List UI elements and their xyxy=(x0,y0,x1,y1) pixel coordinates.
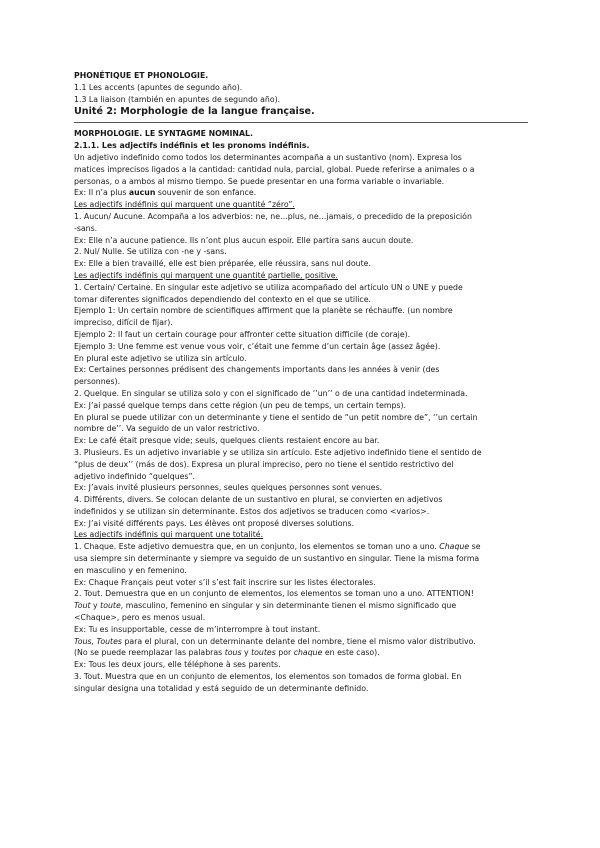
paragraph-line: 1. Aucun/ Aucune. Acompaña a los adverbios: ne, ne…plus, ne…jamais, o precedido de la preposición xyxy=(74,211,472,221)
text-run: para el plural, con un determinante delante del nombre, tiene el mismo valor distributivo. xyxy=(121,636,476,646)
paragraph-line: personas, o a ambos al mismo tiempo. Se puede presentar en una forma variable o invariable. xyxy=(74,176,445,186)
paragraph-line xyxy=(74,636,528,648)
text-run: en este caso). xyxy=(322,648,380,658)
example-line xyxy=(74,187,528,199)
example-line: Ex: Chaque Français peut voter s’il s’est fait inscrire sur les listes électorales. xyxy=(74,577,376,587)
italic-word: Tous, Toutes xyxy=(74,636,122,646)
example-line: Ex: J’ai visité différents pays. Les élèves ont proposé diverses solutions. xyxy=(74,518,355,528)
example-line: Ex: Tous les deux jours, elle téléphone à ses parents. xyxy=(74,660,281,670)
paragraph-line: indefinidos y se utilizan sin determinante. Estos dos adjetivos se traducen como <varios>. xyxy=(74,506,430,516)
paragraph-line: 3. Plusieurs. Es un adjetivo invariable y se utiliza sin artículo. Este adjetivo indefinido tiene el sentido de xyxy=(74,447,482,457)
subheading-adjectifs-indefinis: 2.1.1. Les adjectifs indéfinis et les pronoms indéfinis. xyxy=(74,141,310,151)
italic-word: chaque xyxy=(293,648,323,658)
unit-title: Unité 2: Morphologie de la langue française. xyxy=(74,106,315,118)
paragraph-line: “plus de deux’’ (más de dos). Expresa un plural impreciso, pero no tiene el sentido restrictivo del xyxy=(74,459,454,469)
text-run: se xyxy=(469,542,481,552)
example-line: personnes). xyxy=(74,377,121,387)
paragraph-line xyxy=(74,600,528,612)
paragraph-line: Un adjetivo indefinido como todos los determinantes acompaña a un sustantivo (nom). Expresa los xyxy=(74,152,462,162)
example-line: Ejemplo 1: Un certain nombre de scientifiques affirment que la planète se réchauffe. (un nombre xyxy=(74,306,453,316)
example-line: Ejemplo 2: Il faut un certain courage pour affronter cette situation difficile (de coraje). xyxy=(74,329,411,339)
text-run: y xyxy=(90,601,101,611)
paragraph-line: nombre de’’. Va seguido de un valor restrictivo. xyxy=(74,424,260,434)
paragraph-line: tomar diferentes significados dependiendo del contexto en el que se utilice. xyxy=(74,294,371,304)
paragraph-line: En plural este adjetivo se utiliza sin artículo. xyxy=(74,353,247,363)
text-run: , masculino, femenino en singular y sin determinante tienen el mismo significado que xyxy=(120,601,457,611)
text-run: y xyxy=(241,648,252,658)
text-run: (No se puede reemplazar las palabras xyxy=(74,648,225,658)
heading-morphologie: MORPHOLOGIE. LE SYNTAGME NOMINAL. xyxy=(74,129,253,139)
example-line: Ex: J’avais invité plusieurs personnes, seules quelques personnes sont venues. xyxy=(74,483,383,493)
paragraph-line: 2. Nul/ Nulle. Se utiliza con -ne y -sans. xyxy=(74,247,227,257)
paragraph-line: <Chaque>, pero es menos usual. xyxy=(74,613,206,623)
subsection-heading-zero: Les adjectifs indéfinis qui marquent une quantité ”zéro”. xyxy=(74,200,295,210)
example-line: Ex: J’ai passé quelque temps dans cette région (un peu de temps, un certain temps). xyxy=(74,400,407,410)
paragraph-line: singular designa una totalidad y está seguido de un determinante definido. xyxy=(74,683,369,693)
example-line: Ex: Le café était presque vide; seuls, quelques clients restaient encore au bar. xyxy=(74,436,380,446)
paragraph-line xyxy=(74,647,528,659)
example-text: Ex: Il n’a plus xyxy=(74,188,129,198)
italic-word: tous xyxy=(224,648,242,658)
paragraph-line: adjetivo indefinido “quelques”. xyxy=(74,471,196,481)
example-line: Ex: Tu es insupportable, cesse de m’interrompre à tout instant. xyxy=(74,624,321,634)
example-line: Ex: Certaines personnes prédisent des changements importants dans les années à venir (des xyxy=(74,365,440,375)
example-text: souvenir de son enfance. xyxy=(155,188,257,198)
example-line: impreciso, difícil de fijar). xyxy=(74,318,173,328)
paragraph-line: 3. Tout. Muestra que en un conjunto de elementos, los elementos son tomados de forma global. En xyxy=(74,672,462,682)
text-run: por xyxy=(275,648,294,658)
paragraph-line: 1. Certain/ Certaine. En singular este adjetivo se utiliza acompañado del artículo UN o UNE y puede xyxy=(74,282,463,292)
paragraph-line: 2. Tout. Demuestra que en un conjunto de elementos, los elementos se toman uno a uno. ATTENTION! xyxy=(74,589,474,599)
list-item-accents: 1.1 Les accents (apuntes de segundo año). xyxy=(74,82,243,92)
example-bold-word: aucun xyxy=(128,188,156,198)
paragraph-line: 4. Différents, divers. Se colocan delante de un sustantivo en plural, se convierten en adjetivos xyxy=(74,495,443,505)
divider xyxy=(74,122,528,123)
paragraph-line: en masculino y en femenino. xyxy=(74,565,187,575)
italic-word: Chaque xyxy=(439,542,470,552)
paragraph-line: usa siempre sin determinante y siempre va seguido de un sustantivo en singular. Tiene la misma forma xyxy=(74,554,480,564)
paragraph-line: -sans. xyxy=(74,223,98,233)
paragraph-line xyxy=(74,541,528,553)
example-line: Ejemplo 3: Une femme est venue vous voir, c’était une femme d’un certain âge (assez âgée). xyxy=(74,341,441,351)
text-run: 1. Chaque. Este adjetivo demuestra que, en un conjunto, los elementos se toman uno a uno. xyxy=(74,542,440,552)
paragraph-line: matices imprecisos ligados a la cantidad: cantidad nula, parcial, global. Puede referirse a animales o a xyxy=(74,164,475,174)
list-item-liaison: 1.3 La liaison (también en apuntes de segundo año). xyxy=(74,94,281,104)
subsection-heading-totalite: Les adjectifs indéfinis qui marquent une totalité. xyxy=(74,530,264,540)
paragraph-line: 2. Quelque. En singular se utiliza solo y con el significado de ‘’un’’ o de una cantidad indeterminada. xyxy=(74,388,468,398)
example-line: Ex: Elle a bien travaillé, elle est bien préparée, elle réussira, sans nul doute. xyxy=(74,259,371,269)
heading-phonetique: PHONÉTIQUE ET PHONOLOGIE. xyxy=(74,71,209,80)
italic-word: toutes xyxy=(251,648,276,658)
example-line: Ex: Elle n’a aucune patience. Ils n’ont plus aucun espoir. Elle partira sans aucun doute. xyxy=(74,235,414,245)
document-page xyxy=(74,70,528,695)
paragraph-line: En plural se puede utilizar con un determinante y tiene el sentido de “un petit nombre de”, ‘’un certain xyxy=(74,412,478,422)
subsection-heading-partielle: Les adjectifs indéfinis qui marquent une quantité partielle, positive. xyxy=(74,270,339,280)
italic-word: Tout xyxy=(74,601,91,611)
italic-word: toute xyxy=(100,601,121,611)
